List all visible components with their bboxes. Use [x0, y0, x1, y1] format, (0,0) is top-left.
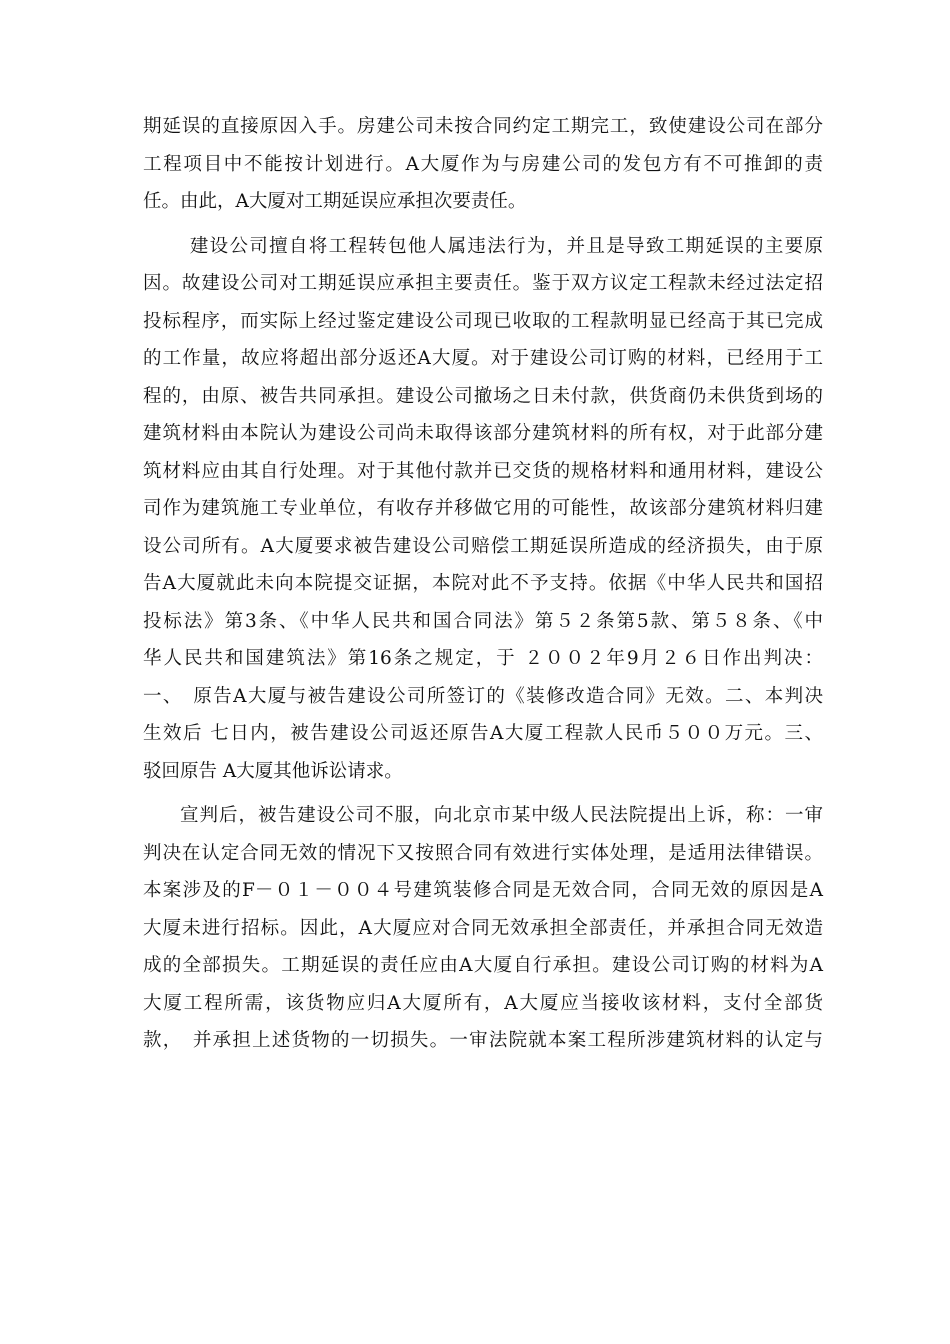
document-body — [143, 108, 823, 1060]
text-line: 筑材料应由其自行处理。对于其他付款并已交货的规格材料和通用材料，建设公 — [143, 460, 823, 482]
text-line: 成的全部损失。工期延误的责任应由A大厦自行承担。建设公司订购的材料为A — [143, 955, 823, 976]
text-line: 投标法》第3条、《中华人民共和国合同法》第５２条第5款、第５８条、《中 — [143, 610, 823, 632]
text-line: 判决在认定合同无效的情况下又按照合同有效进行实体处理，是适用法律错误。 — [143, 842, 823, 864]
text-line: 宣判后，被告建设公司不服，向北京市某中级人民法院提出上诉，称：一审 — [180, 805, 823, 826]
text-line: 的工作量，故应将超出部分返还A大厦。对于建设公司订购的材料，已经用于工 — [143, 348, 823, 369]
paragraph-gap — [143, 790, 823, 797]
text-line: 建设公司擅自将工程转包他人属违法行为，并且是导致工期延误的主要原 — [170, 235, 823, 257]
text-line: 大厦工程所需，该货物应归A大厦所有，A大厦应当接收该材料，支付全部货 — [143, 992, 823, 1014]
text-line: 大厦未进行招标。因此，A大厦应对合同无效承担全部责任，并承担合同无效造 — [143, 917, 823, 939]
text-line: 告A大厦就此未向本院提交证据，本院对此不予支持。依据《中华人民共和国招 — [143, 573, 823, 594]
text-line: 任。由此，A大厦对工期延误应承担次要责任。 — [143, 191, 527, 212]
text-line: 工程项目中不能按计划进行。A大厦作为与房建公司的发包方有不可推卸的责 — [143, 153, 823, 175]
paragraph-gap — [143, 221, 823, 228]
text-line: 华人民共和国建筑法》第16条之规定，于 ２００２年9月２６日作出判决： — [143, 648, 823, 669]
paragraph-3 — [143, 797, 823, 1060]
text-line: 期延误的直接原因入手。房建公司未按合同约定工期完工，致使建设公司在部分 — [143, 116, 823, 137]
text-line: 驳回原告 A大厦其他诉讼请求。 — [143, 760, 403, 782]
paragraph-1 — [143, 108, 823, 221]
text-line: 一、 原告A大厦与被告建设公司所签订的《装修改造合同》无效。二、本判决 — [143, 685, 823, 707]
text-line: 生效后 七日内，被告建设公司返还原告A大厦工程款人民币５００万元。三、 — [143, 723, 823, 744]
text-line: 因。故建设公司对工期延误应承担主要责任。鉴于双方议定工程款未经过法定招 — [143, 273, 823, 294]
text-line: 建筑材料由本院认为建设公司尚未取得该部分建筑材料的所有权，对于此部分建 — [143, 423, 823, 444]
text-line: 司作为建筑施工专业单位，有收存并移做它用的可能性，故该部分建筑材料归建 — [143, 498, 823, 519]
text-line: 设公司所有。A大厦要求被告建设公司赔偿工期延误所造成的经济损失，由于原 — [143, 535, 823, 557]
text-line: 投标程序，而实际上经过鉴定建设公司现已收取的工程款明显已经高于其已完成 — [143, 310, 823, 332]
text-line: 本案涉及的F－０１－００４号建筑装修合同是无效合同，合同无效的原因是A — [143, 880, 823, 901]
text-line: 程的，由原、被告共同承担。建设公司撤场之日未付款，供货商仍未供货到场的 — [143, 385, 823, 407]
text-line: 款， 并承担上述货物的一切损失。一审法院就本案工程所涉建筑材料的认定与 — [143, 1030, 823, 1051]
paragraph-2 — [143, 228, 823, 791]
